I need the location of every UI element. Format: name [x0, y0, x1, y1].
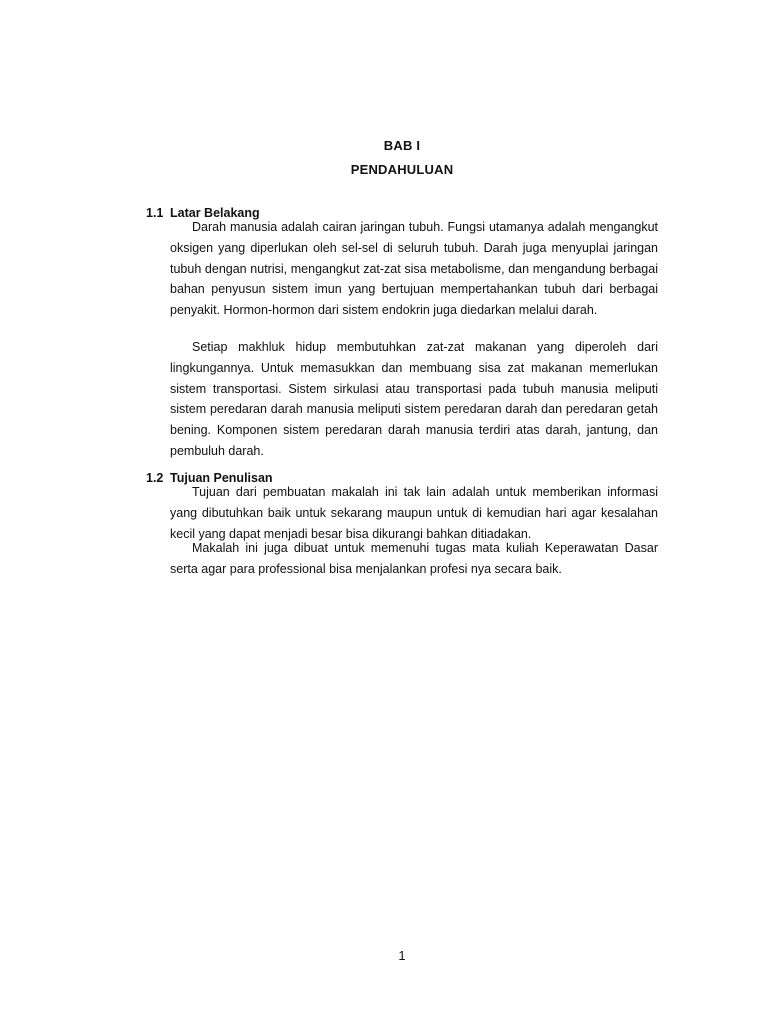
- paragraph: Tujuan dari pembuatan makalah ini tak lain adalah untuk memberikan informasi yang dibutuhkan baik untuk sekarang maupun untuk di kemudian hari agar kesalahan kecil yang dapat menjadi besar bisa dikurangi bahkan ditiadakan.: [170, 485, 658, 541]
- section-number: 1.2: [146, 471, 164, 485]
- section-number: 1.1: [146, 206, 164, 220]
- page-number: 1: [398, 948, 406, 963]
- section-title: Tujuan Penulisan: [170, 471, 273, 485]
- paragraph: Setiap makhluk hidup membutuhkan zat-zat makanan yang diperoleh dari lingkungannya. Untuk memasukkan dan membuang sisa zat makanan memerlukan sistem transportasi. Sistem sirkulasi atau transportasi pada tubuh manusia meliputi sistem peredaran darah manusia meliputi sistem peredaran darah dan peredaran getah bening. Komponen sistem peredaran darah manusia terdiri atas darah, jantung, dan pembuluh darah.: [170, 340, 658, 458]
- chapter-number: BAB I: [383, 138, 421, 153]
- section-title: Latar Belakang: [170, 206, 260, 220]
- paragraph: Makalah ini juga dibuat untuk memenuhi tugas mata kuliah Keperawatan Dasar serta agar para professional bisa menjalankan profesi nya secara baik.: [170, 541, 658, 576]
- chapter-title: PENDAHULUAN: [350, 162, 454, 177]
- paragraph: Darah manusia adalah cairan jaringan tubuh. Fungsi utamanya adalah mengangkut oksigen yang diperlukan oleh sel-sel di seluruh tubuh. Darah juga menyuplai jaringan tubuh dengan nutrisi, mengangkut zat-zat sisa metabolisme, dan mengandung berbagai bahan penyusun sistem imun yang bertujuan mempertahankan tubuh dari berbagai penyakit. Hormon-hormon dari sistem endokrin juga diedarkan melalui darah.: [170, 220, 658, 318]
